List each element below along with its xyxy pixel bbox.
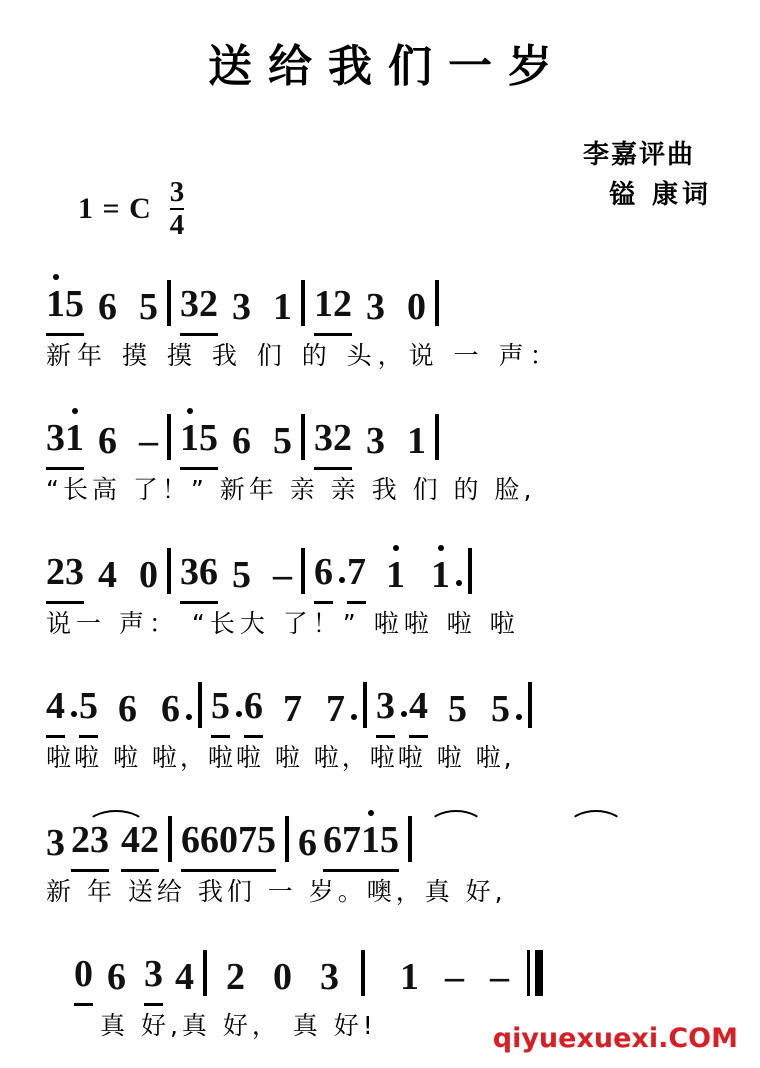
note: 2 <box>140 821 159 872</box>
rest: 0 <box>407 286 426 328</box>
rest: 0 <box>273 956 292 998</box>
note: 4 <box>409 687 428 738</box>
score-system <box>0 258 760 392</box>
note-row <box>0 258 760 336</box>
note: 6 <box>107 956 126 998</box>
note-row <box>0 660 760 738</box>
barline <box>198 682 202 728</box>
lyric-row: 说一 声： “长大 了！” 啦啦 啦 啦 <box>46 609 520 638</box>
rest: 0 <box>219 821 238 872</box>
note: 2 <box>333 285 352 336</box>
barline <box>203 950 207 996</box>
note: 7 <box>326 688 345 730</box>
final-barline <box>527 950 543 1006</box>
note: 7 <box>238 821 257 872</box>
barline <box>285 816 289 862</box>
lyric-row: 啦啦 啦 啦，啦啦 啦 啦，啦啦 啦 啦, <box>46 743 515 772</box>
note: 5 <box>448 688 467 730</box>
note: 1 <box>407 420 426 462</box>
note: 1 <box>314 285 333 336</box>
barline <box>301 414 305 460</box>
note: 7 <box>342 821 361 872</box>
note: 3 <box>180 285 199 336</box>
note-extend: – <box>273 554 292 596</box>
key-signature <box>78 178 184 240</box>
note: 4 <box>175 956 194 998</box>
note: 6 <box>200 821 219 872</box>
barline <box>301 548 305 594</box>
note: 6 <box>199 553 218 604</box>
note: 6 <box>98 286 117 328</box>
watermark <box>493 1023 738 1054</box>
note: 6 <box>323 821 342 872</box>
note: 5 <box>211 687 230 738</box>
note: 1 <box>400 956 419 998</box>
note: 5 <box>79 687 98 738</box>
lyricist-credit: 镒 康词 <box>608 180 712 211</box>
note: 5 <box>232 554 251 596</box>
note: 6 <box>298 822 317 864</box>
note: 7 <box>283 688 302 730</box>
note: 5 <box>491 688 510 730</box>
watermark-text: iyuexuexi <box>512 1023 659 1054</box>
note-row <box>0 794 760 872</box>
note-row <box>0 392 760 470</box>
music-score <box>0 258 760 1062</box>
barline <box>167 548 171 594</box>
note: 2 <box>46 553 65 604</box>
note: 6 <box>232 420 251 462</box>
note: 3 <box>320 956 339 998</box>
note: 6 <box>244 687 263 738</box>
barline <box>528 682 532 728</box>
lyric-row: 新年 摸 摸 我 们 的 头，说 一 声： <box>46 341 561 370</box>
barline <box>363 682 367 728</box>
barline <box>167 414 171 460</box>
composer-credit: 李嘉评曲 <box>582 140 695 170</box>
note: 2 <box>226 956 245 998</box>
key-text: 1 = C <box>78 192 152 225</box>
note-extend: – <box>490 956 509 998</box>
note: 3 <box>46 419 65 470</box>
score-system <box>0 794 760 928</box>
note: 3 <box>376 687 395 738</box>
note: 5 <box>139 286 158 328</box>
watermark-q: q <box>492 1023 513 1054</box>
note: 6 <box>181 821 200 872</box>
meter-numerator: 3 <box>169 176 185 208</box>
note: 1 <box>431 554 450 596</box>
note: 1 <box>386 554 405 596</box>
note: 6 <box>161 688 180 730</box>
score-system <box>0 392 760 526</box>
note: 5 <box>257 821 276 872</box>
note-extend: – <box>445 956 464 998</box>
note: 6 <box>98 420 117 462</box>
lyric-row: “长高 了！” 新年 亲 亲 我 们 的 脸, <box>46 475 536 504</box>
note: 3 <box>314 419 333 470</box>
note: 1 <box>273 286 292 328</box>
barline <box>168 816 172 862</box>
note: 1 <box>46 285 65 336</box>
score-system <box>0 526 760 660</box>
note: 4 <box>46 687 65 738</box>
slur <box>568 810 624 826</box>
note: 4 <box>121 821 140 872</box>
note: 1 <box>65 419 84 470</box>
note: 5 <box>380 821 399 872</box>
page-title: 送给我们一岁 <box>208 41 568 92</box>
note: 2 <box>71 821 90 872</box>
note: 5 <box>65 285 84 336</box>
barline <box>408 816 412 862</box>
note: 3 <box>90 821 109 872</box>
barline <box>167 280 171 326</box>
note: 6 <box>118 688 137 730</box>
note: 3 <box>144 955 163 1006</box>
note: 3 <box>366 286 385 328</box>
score-system <box>0 660 760 794</box>
lyric-row: 新 年 送给 我们 一 岁。噢，真 好, <box>46 877 507 906</box>
rest: 0 <box>139 554 158 596</box>
note: 6 <box>314 553 333 604</box>
note: 2 <box>199 285 218 336</box>
barline <box>361 950 365 996</box>
note: 3 <box>366 420 385 462</box>
note: 3 <box>46 822 65 864</box>
note: 3 <box>232 286 251 328</box>
lyric-row: 真 好,真 好， 真 好! <box>100 1011 377 1040</box>
note: 3 <box>65 553 84 604</box>
barline <box>468 548 472 594</box>
barline <box>301 280 305 326</box>
note-row <box>0 928 760 1006</box>
credits <box>583 135 712 216</box>
barline <box>435 414 439 460</box>
time-signature <box>170 178 185 240</box>
note: 5 <box>199 419 218 470</box>
note-extend: – <box>139 420 158 462</box>
note-row <box>0 526 760 604</box>
barline <box>435 280 439 326</box>
meter-denominator: 4 <box>169 209 185 241</box>
rest: 0 <box>74 955 93 1006</box>
note: 1 <box>361 821 380 872</box>
note: 7 <box>347 553 366 604</box>
note: 2 <box>333 419 352 470</box>
note: 5 <box>273 420 292 462</box>
note: 1 <box>180 419 199 470</box>
note: 3 <box>180 553 199 604</box>
note: 4 <box>98 554 117 596</box>
slur <box>428 810 484 826</box>
watermark-domain: .COM <box>658 1023 738 1054</box>
